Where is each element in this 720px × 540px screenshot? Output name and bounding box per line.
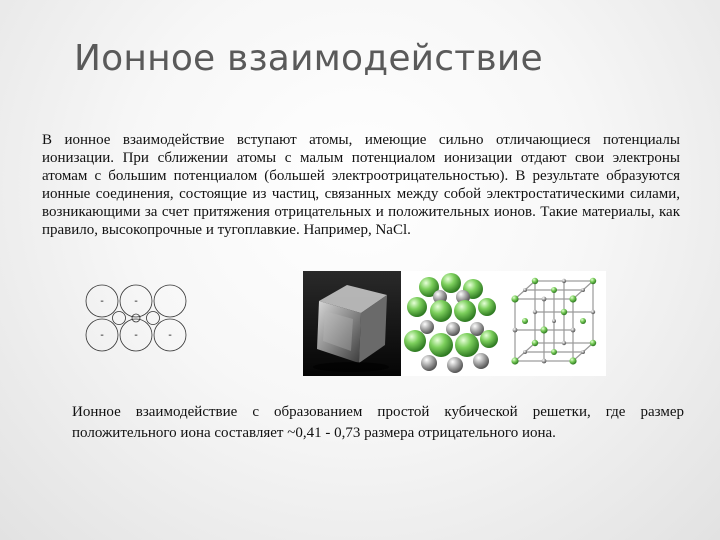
crystal-illustration <box>303 271 606 376</box>
ball-and-stick-lattice-model <box>501 271 606 376</box>
anion-label: - <box>134 330 138 341</box>
anion-circle <box>154 285 186 317</box>
cation-circle <box>147 312 160 325</box>
ionic-lattice-diagram <box>85 284 187 352</box>
page-title: Ионное взаимодействие <box>74 38 543 79</box>
salt-crystal-photo <box>303 271 401 376</box>
cation-circle <box>113 312 126 325</box>
anion-label: - <box>100 296 104 307</box>
cation-circle <box>132 314 140 322</box>
packed-sphere-model <box>401 271 501 376</box>
figure-caption: Ионное взаимодействие с образованием простой кубической решетки, где размер положительного иона составляет ~0,41 - 0,73 размера отрицательного иона. <box>72 404 684 441</box>
anion-label: - <box>134 296 138 307</box>
anion-label: - <box>100 330 104 341</box>
anion-label: - <box>168 330 172 341</box>
body-paragraph: В ионное взаимодействие вступают атомы, имеющие сильно отличающиеся потенциалы ионизации. При сближении атомы с малым потенциалом ионизации отдают свои электроны атомам с большим потенциалом (большей электроотрицательностью). В результате образуются ионные соединения, состоящие из частиц, связанных между собой электростатическими силами, возникающими за счет притяжения отрицательных и положительных ионов. Такие материалы, как правило, высокопрочные и тугоплавкие. Например, NaCl. <box>42 132 680 238</box>
